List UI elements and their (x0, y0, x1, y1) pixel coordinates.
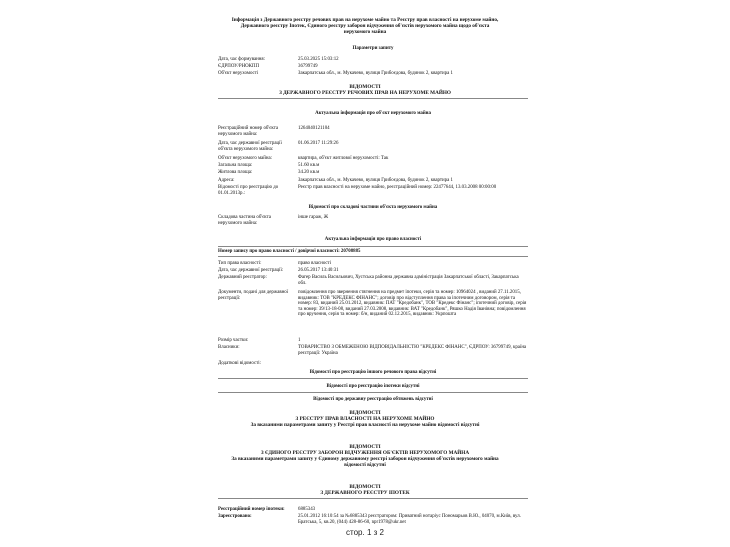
row-label: Тип права власності: (218, 261, 262, 266)
row-value: Закарпатська обл., м. Мукачево, вулиця Грибоєдова, будинок 2, квартира 1 (298, 178, 453, 183)
row-value: 26.05.2017 13:40:31 (298, 268, 339, 273)
note-encumbrances: Відомості про державну реєстрацію обтяжень відсутні (313, 397, 433, 402)
row-label: Зареєстровано: (218, 514, 252, 519)
row-label: Розмір частки: (218, 338, 249, 343)
row-label: Дата, час державної реєстрації: (218, 268, 284, 273)
title-line: ВІДОМОСТІ (349, 410, 381, 416)
title-line: За вказаними параметрами запиту у Реєстрі прав власності на нерухоме майно відомості відсутні (250, 422, 480, 428)
rpv-title (215, 410, 515, 428)
row-value: Закарпатська обл., м. Мукачево, вулиця Грибоєдова, будинок 2, квартира 1 (298, 71, 453, 76)
title-line: нерухомого майна (343, 29, 387, 35)
title-line: За вказаними параметрами запиту у Єдиному державному реєстрі заборон відчуження об'єктів нерухомого майна (231, 456, 499, 462)
row-value: право власності (298, 261, 332, 266)
dri-title (215, 484, 515, 496)
title-line: відомості відсутні (344, 462, 386, 468)
title-line: ВІДОМОСТІ (349, 84, 381, 90)
row-value: інше гараж, Ж (298, 215, 329, 220)
row-label: Державний реєстратор: (218, 275, 267, 280)
row-value: 25.01.2012 16:10:54 за №6885343 реєстратором: Приватний нотаріус Пономарьов В.Ю., 04070, м.Київ, вул. Братська, 5, кв.20, (044) 428-86-60, npr1978@ukr.net (298, 514, 521, 525)
note-other-rights: Відомості про реєстрацію іншого речового права відсутні (309, 370, 437, 375)
row-value: 25.03.2025 15:03:12 (298, 57, 339, 62)
ownership-section-title: Актуальна інформація про право власності (324, 237, 422, 242)
title-line: Інформація з Державного реєстру речових прав на нерухоме майно та Реєстру прав власності на нерухоме майно, (231, 17, 499, 23)
row-label: Власники: (218, 345, 240, 350)
row-label: Адреса: (218, 178, 235, 183)
row-value: 01.06.2017 11:29:26 (298, 141, 339, 146)
row-value: квартира, об'єкт житлової нерухомості: Так (298, 156, 389, 161)
divider (218, 378, 528, 379)
divider (218, 98, 528, 99)
title-line: З ДЕРЖАВНОГО РЕЄСТРУ ІПОТЕК (320, 490, 410, 496)
row-label: Об'єкт нерухомості (218, 71, 259, 76)
divider (218, 256, 528, 257)
row-label: Реєстраційний номер об'єкта нерухомого майна: (218, 126, 279, 137)
row-label: Дата, час формування: (218, 57, 266, 62)
title-line: З РЕЄСТРУ ПРАВ ВЛАСНОСТІ НА НЕРУХОМЕ МАЙНО (295, 416, 435, 422)
row-label: Документи, подані для державної реєстрації: (218, 290, 289, 301)
row-label: Складова частина об'єкта нерухомого майна: (218, 215, 271, 226)
divider (218, 498, 528, 499)
title-line: З ЄДИНОГО РЕЄСТРУ ЗАБОРОН ВІДЧУЖЕННЯ ОБ'ЄКТІВ НЕРУХОМОГО МАЙНА (260, 450, 470, 456)
title-line: Державного реєстру Іпотек, Єдиного реєстру заборон відчуження об'єктів нерухомого майна щодо об'єкта (240, 23, 490, 29)
row-label: Дата, час державної реєстрації об'єкта нерухомого майна: (218, 141, 282, 152)
ownership-record-header: Номер запису про право власності / довірчої власності: 20708885 (218, 249, 361, 254)
divider (218, 392, 528, 393)
row-label: Відомості про реєстрацію до 01.01.2013р.: (218, 185, 279, 196)
row-value: 36799749 (298, 64, 318, 69)
object-section-title: Актуальна інформація про об'єкт нерухомого майна (315, 111, 431, 116)
row-value: повідомлення про звернення стягнення на предмет іпотеки, серія та номер: 10964024 , виданий 27.11.2015, видавник: ТОВ "КРЕДЕКС ФІНАНС"; договір про відступлення права за іпотечним договором, серія та номер: 83, виданий 25.01.2012, видавник: ПАТ "Кредобанк", ТОВ "Кредекс Фінанс"; іпотечний договір, серія та номер: 39/13-18-08, виданий 27.03.2008, видавник: ВАТ "Кредобанк", Ряшко Надія Іванівна; повідомлення про вручення, серія та номер: б/н, виданий 02.12.2015, видавник: Укрпошта (298, 290, 527, 317)
title-line: ВІДОМОСТІ (349, 484, 381, 490)
title-line: ВІДОМОСТІ (349, 444, 381, 450)
row-value: 1264040121104 (298, 126, 330, 131)
drrp-title (215, 84, 515, 96)
document-title (200, 17, 530, 35)
row-label: Об'єкт нерухомого майна: (218, 156, 272, 161)
row-label: Житлова площа: (218, 170, 253, 175)
row-value: ТОВАРИСТВО З ОБМЕЖЕНОЮ ВІДПОВІДАЛЬНІСТЮ "КРЕДЕКС ФІНАНС", ЄДРПОУ: 36799749, країна реєстрації: Україна (298, 345, 527, 356)
note-mortgage: Відомості про реєстрацію іпотеки відсутні (326, 384, 420, 389)
parts-section-title: Відомості про складові частини об'єкта нерухомого майна (308, 205, 438, 210)
title-line: З ДЕРЖАВНОГО РЕЄСТРУ РЕЧОВИХ ПРАВ НА НЕРУХОМЕ МАЙНО (279, 90, 451, 96)
row-value: 34.20 кв.м (298, 170, 320, 175)
divider (218, 246, 528, 247)
page-number: стор. 1 з 2 (346, 528, 384, 537)
row-value: 6885343 (298, 507, 316, 512)
row-value: 51.60 кв.м (298, 163, 320, 168)
eryz-title (200, 444, 530, 468)
row-label: Загальна площа: (218, 163, 253, 168)
row-value: 1 (298, 338, 301, 343)
row-label: Додаткові відомості: (218, 361, 261, 366)
row-label: Реєстраційний номер іпотеки: (218, 507, 285, 512)
row-value: Реєстр прав власності на нерухоме майно, реєстраційний номер: 22477644, 13.03.2008 00:00:00 (298, 185, 497, 190)
row-label: ЄДРПОУ/РНОКПП (218, 64, 260, 69)
row-value: Фагер Василь Васильович, Хустська районна державна адміністрація Закарпатської області, Закарпатська обл. (298, 275, 519, 286)
query-section-title: Параметри запиту (352, 46, 394, 51)
